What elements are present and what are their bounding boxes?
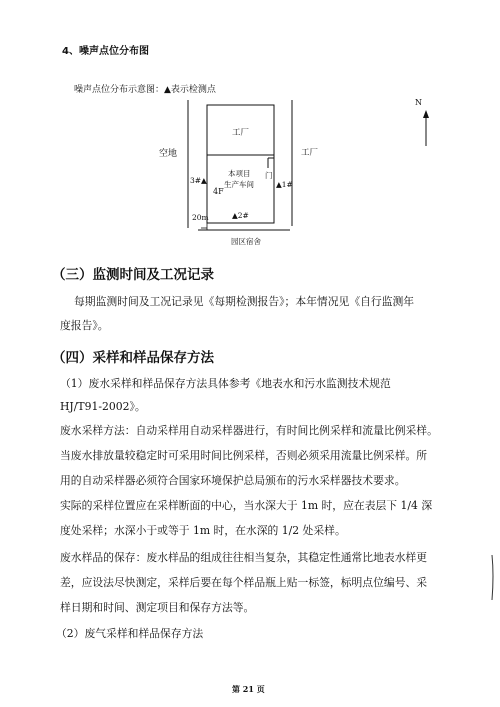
paragraph-line: 实际的采样位置应在采样断面的中心，当水深大于 1m 时，应在表层下 1/4 深 (60, 499, 433, 512)
paragraph-line: 度报告》。 (60, 319, 109, 332)
paragraph-line: 废水采样方法：自动采样用自动采样器进行，有时间比例采样和流量比例采样。 (60, 424, 438, 437)
point-1-marker: ▲1# (276, 180, 293, 189)
page-number: 第 21 页 (232, 684, 265, 694)
margin-scan-mark (492, 555, 493, 600)
diagram-legend: 噪声点位分布示意图：▲表示检测点 (74, 85, 216, 95)
section-heading-sampling: （四）采样和样品保存方法 (52, 350, 214, 366)
distance-label: 20m (192, 213, 209, 222)
paragraph-line: 当废水排放量较稳定时可采用时间比例采样，否则必须采用流量比例采样。所 (60, 449, 428, 462)
point-2-marker: ▲2# (232, 211, 249, 220)
paragraph-line: （1）废水采样和样品保存方法具体参考《地表水和污水监测技术规范 (60, 377, 391, 390)
floors-label: 4F (213, 187, 224, 196)
door-label: 门 (265, 171, 273, 180)
dorm-label: 园区宿舍 (231, 237, 261, 246)
paragraph-line: 度处采样；水深小于或等于 1m 时，在水深的 1/2 处采样。 (60, 524, 346, 537)
factory-top-label: 工厂 (232, 128, 250, 138)
open-space-label: 空地 (159, 149, 178, 159)
paragraph-line: 废水样品的保存：废水样品的组成往往相当复杂，其稳定性通常比地表水样更 (60, 551, 428, 564)
north-arrow-head (423, 110, 429, 118)
paragraph-line: 差，应设法尽快测定，采样后要在每个样品瓶上贴一标签，标明点位编号、采 (60, 576, 428, 589)
section-heading-monitoring-time: （三）监测时间及工况记录 (52, 267, 214, 283)
paragraph-line: 每期监测时间及工况记录见《每期检测报告》；本年情况见《自行监测年 (74, 295, 415, 308)
north-label: N (415, 98, 422, 107)
project-label-line1: 本项目 (228, 169, 251, 178)
paragraph-line: HJ/T91-2002》。 (60, 400, 146, 413)
paragraph-line: 用的自动采样器必须符合国家环境保护总局颁布的污水采样器技术要求。 (60, 474, 406, 487)
section-title-noise-map: 4、噪声点位分布图 (62, 46, 149, 57)
point-3-marker: 3#▲ (190, 176, 207, 185)
project-label-line2: 生产车间 (224, 180, 254, 189)
paragraph-line: 样日期和时间、测定项目和保存方法等。 (60, 601, 255, 614)
factory-right-label: 工厂 (301, 148, 319, 158)
paragraph-line: （2）废气采样和样品保存方法 (56, 627, 204, 640)
